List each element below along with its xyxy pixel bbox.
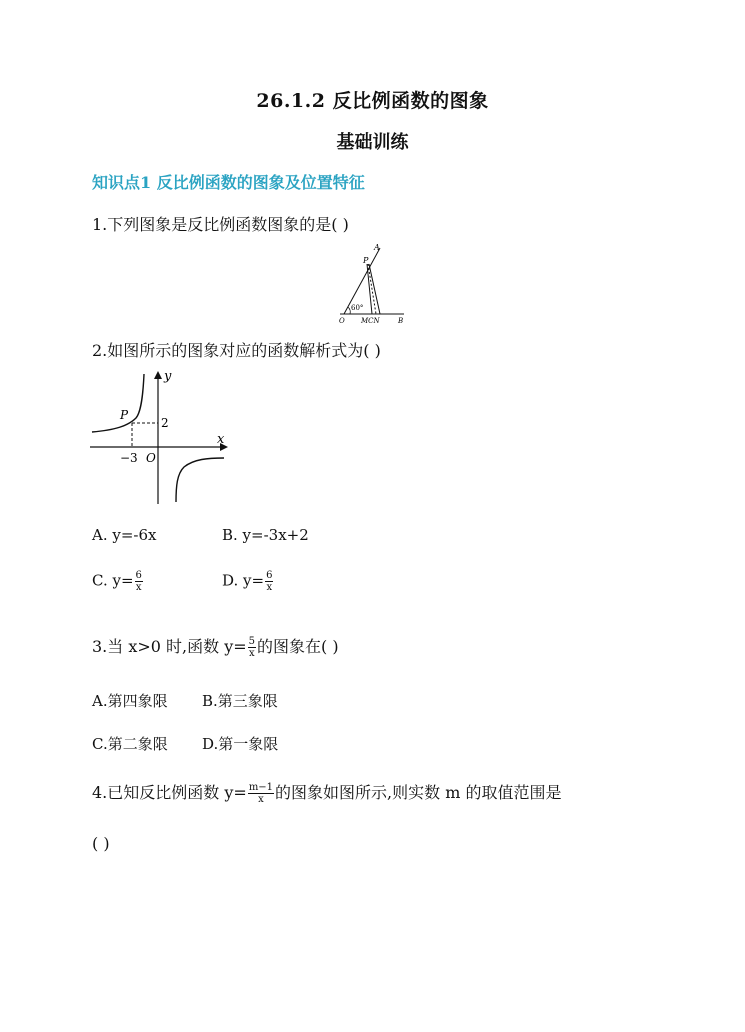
question-2: 2.如图所示的图象对应的函数解析式为( ) [92,341,381,360]
q2-option-c-fraction [135,570,143,593]
tick-label-neg3: −3 [120,451,138,465]
q3-denominator: x [249,648,255,659]
q2-option-c-prefix: C. y= [92,571,134,590]
q2-option-d-denominator: x [266,582,273,593]
q3-option-c: C.第二象限 [92,735,168,753]
page-subtitle: 基础训练 [336,132,409,153]
q3-fraction [248,636,256,659]
question-3 [92,634,339,659]
q2-option-c-denominator: x [135,582,142,593]
question-4 [92,780,561,805]
q3-numerator: 5 [248,636,256,647]
section-heading: 知识点1 反比例函数的图象及位置特征 [92,173,365,192]
tick-label-2: 2 [161,416,169,430]
q2-option-d-numerator: 6 [266,570,273,581]
label-angle: 60° [351,304,364,312]
page-title: 26.1.2 反比例函数的图象 [256,90,489,112]
axis-label-x: x [217,432,225,447]
q4-text-after: 的图象如图所示,则实数 m 的取值范围是 [275,783,562,802]
q4-answer-blank: ( ) [92,834,110,853]
q4-text-before: 4.已知反比例函数 y= [92,783,247,802]
q2-option-d [222,570,274,593]
q2-option-d-fraction [265,570,273,593]
origin-label: O [146,451,156,465]
q2-option-b: B. y=-3x+2 [222,526,309,544]
point-label-p: P [120,408,129,422]
q3-text-after: 的图象在( ) [257,637,339,656]
label-o: O [339,317,345,325]
label-b: B [398,317,404,325]
q2-option-d-prefix: D. y= [222,571,265,590]
q2-option-c-numerator: 6 [135,570,142,581]
q4-denominator: x [258,794,264,805]
q1-geometry-figure [330,242,420,328]
q3-option-b: B.第三象限 [202,692,278,710]
q4-fraction [248,782,274,805]
q2-function-graph [90,366,235,506]
label-p: P [363,256,369,265]
q2-option-c [92,570,144,593]
q4-numerator: m−1 [248,782,274,793]
axis-label-y: y [164,369,172,384]
label-mcn: MCN [361,317,380,325]
label-a: A [374,243,380,252]
q3-option-d: D.第一象限 [202,735,279,753]
q3-text-before: 3.当 x>0 时,函数 y= [92,637,247,656]
q3-option-a: A.第四象限 [92,692,168,710]
q2-option-a: A. y=-6x [92,526,157,544]
question-1: 1.下列图象是反比例函数图象的是( ) [92,215,349,234]
